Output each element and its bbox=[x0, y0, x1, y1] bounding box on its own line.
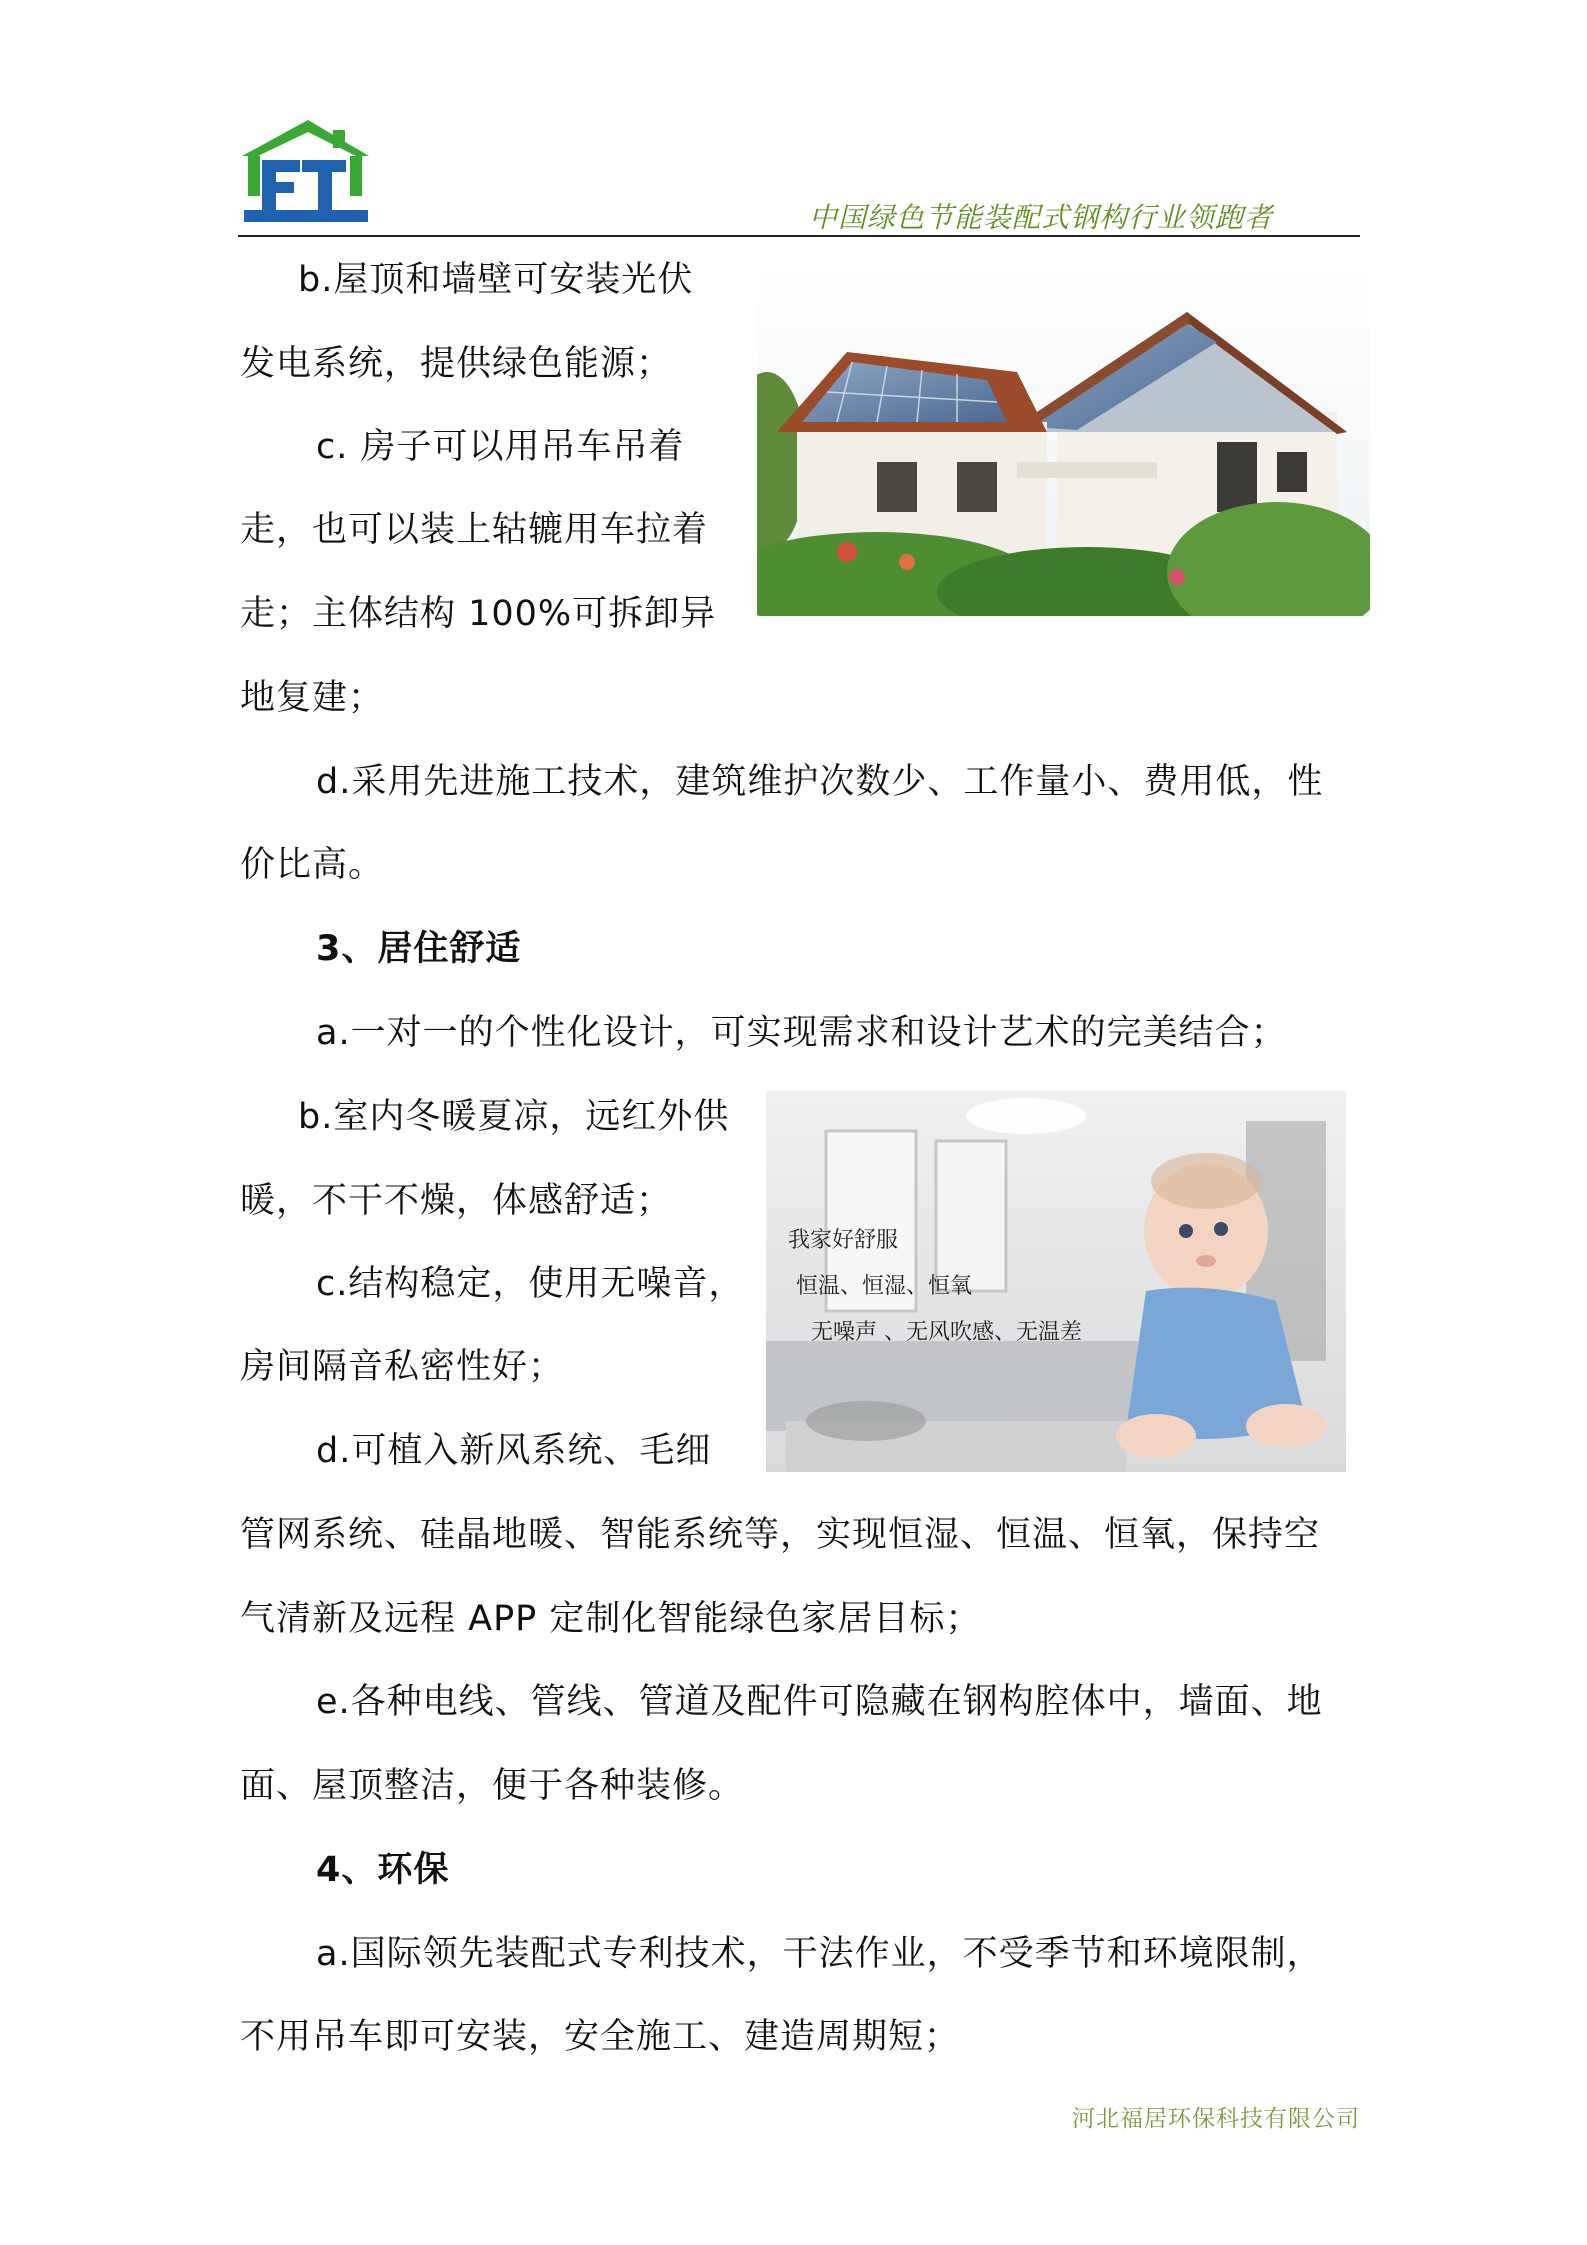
section3-item-e-line-1: e.各种电线、管线、管道及配件可隐藏在钢构腔体中，墙面、地 bbox=[316, 1682, 1323, 1722]
section4-item-a-line-1: a.国际领先装配式专利技术，干法作业，不受季节和环境限制， bbox=[316, 1934, 1323, 1974]
footer-company-name: 河北福居环保科技有限公司 bbox=[1072, 2106, 1360, 2132]
paragraph-d-line-2: 价比高。 bbox=[240, 845, 385, 885]
paragraph-c-line-1: c. 房子可以用吊车吊着 bbox=[316, 427, 685, 467]
section3-item-d-line-2: 管网系统、硅晶地暖、智能系统等，实现恒湿、恒温、恒氧，保持空 bbox=[240, 1515, 1321, 1555]
section-heading-3: 3、居住舒适 bbox=[316, 929, 522, 969]
paragraph-c-line-4: 地复建； bbox=[240, 678, 385, 718]
paragraph-c-line-2: 走，也可以装上轱辘用车拉着 bbox=[240, 510, 709, 550]
photo-caption-title: 我家好舒服 bbox=[788, 1228, 899, 1253]
paragraph-b-line-2: 发电系统，提供绿色能源； bbox=[240, 344, 673, 384]
section3-item-c-line-2: 房间隔音私密性好； bbox=[240, 1347, 565, 1387]
section3-item-b-line-1: b.室内冬暖夏凉，远红外供 bbox=[298, 1097, 730, 1137]
section3-item-a: a.一对一的个性化设计，可实现需求和设计艺术的完美结合； bbox=[316, 1013, 1287, 1053]
photo-caption-line-1: 恒温、恒湿、恒氧 bbox=[796, 1274, 973, 1299]
section3-item-c-line-1: c.结构稳定，使用无噪音， bbox=[316, 1264, 745, 1304]
photo-caption-line-2: 无噪声 、无风吹感、无温差 bbox=[811, 1320, 1082, 1345]
section-heading-4: 4、环保 bbox=[316, 1850, 450, 1890]
paragraph-d-line-1: d.采用先进施工技术，建筑维护次数少、工作量小、费用低，性 bbox=[316, 762, 1324, 802]
comfortable-home-photo bbox=[766, 1091, 1346, 1472]
section4-item-a-line-2: 不用吊车即可安装，安全施工、建造周期短； bbox=[240, 2017, 961, 2057]
section3-item-e-line-2: 面、屋顶整洁，便于各种装修。 bbox=[240, 1766, 745, 1806]
paragraph-b-line-1: b.屋顶和墙壁可安装光伏 bbox=[298, 260, 694, 300]
section3-item-d-line-3: 气清新及远程 APP 定制化智能绿色家居目标； bbox=[240, 1599, 982, 1639]
section3-item-d-line-1: d.可植入新风系统、毛细 bbox=[316, 1431, 712, 1471]
section3-item-b-line-2: 暖，不干不燥，体感舒适； bbox=[240, 1181, 673, 1221]
paragraph-c-line-3: 走；主体结构 100%可拆卸异 bbox=[240, 594, 717, 634]
header-divider bbox=[238, 235, 1360, 237]
solar-house-photo bbox=[757, 262, 1370, 616]
company-logo bbox=[238, 116, 373, 224]
header-slogan: 中国绿色节能装配式钢构行业领跑者 bbox=[808, 201, 1273, 234]
